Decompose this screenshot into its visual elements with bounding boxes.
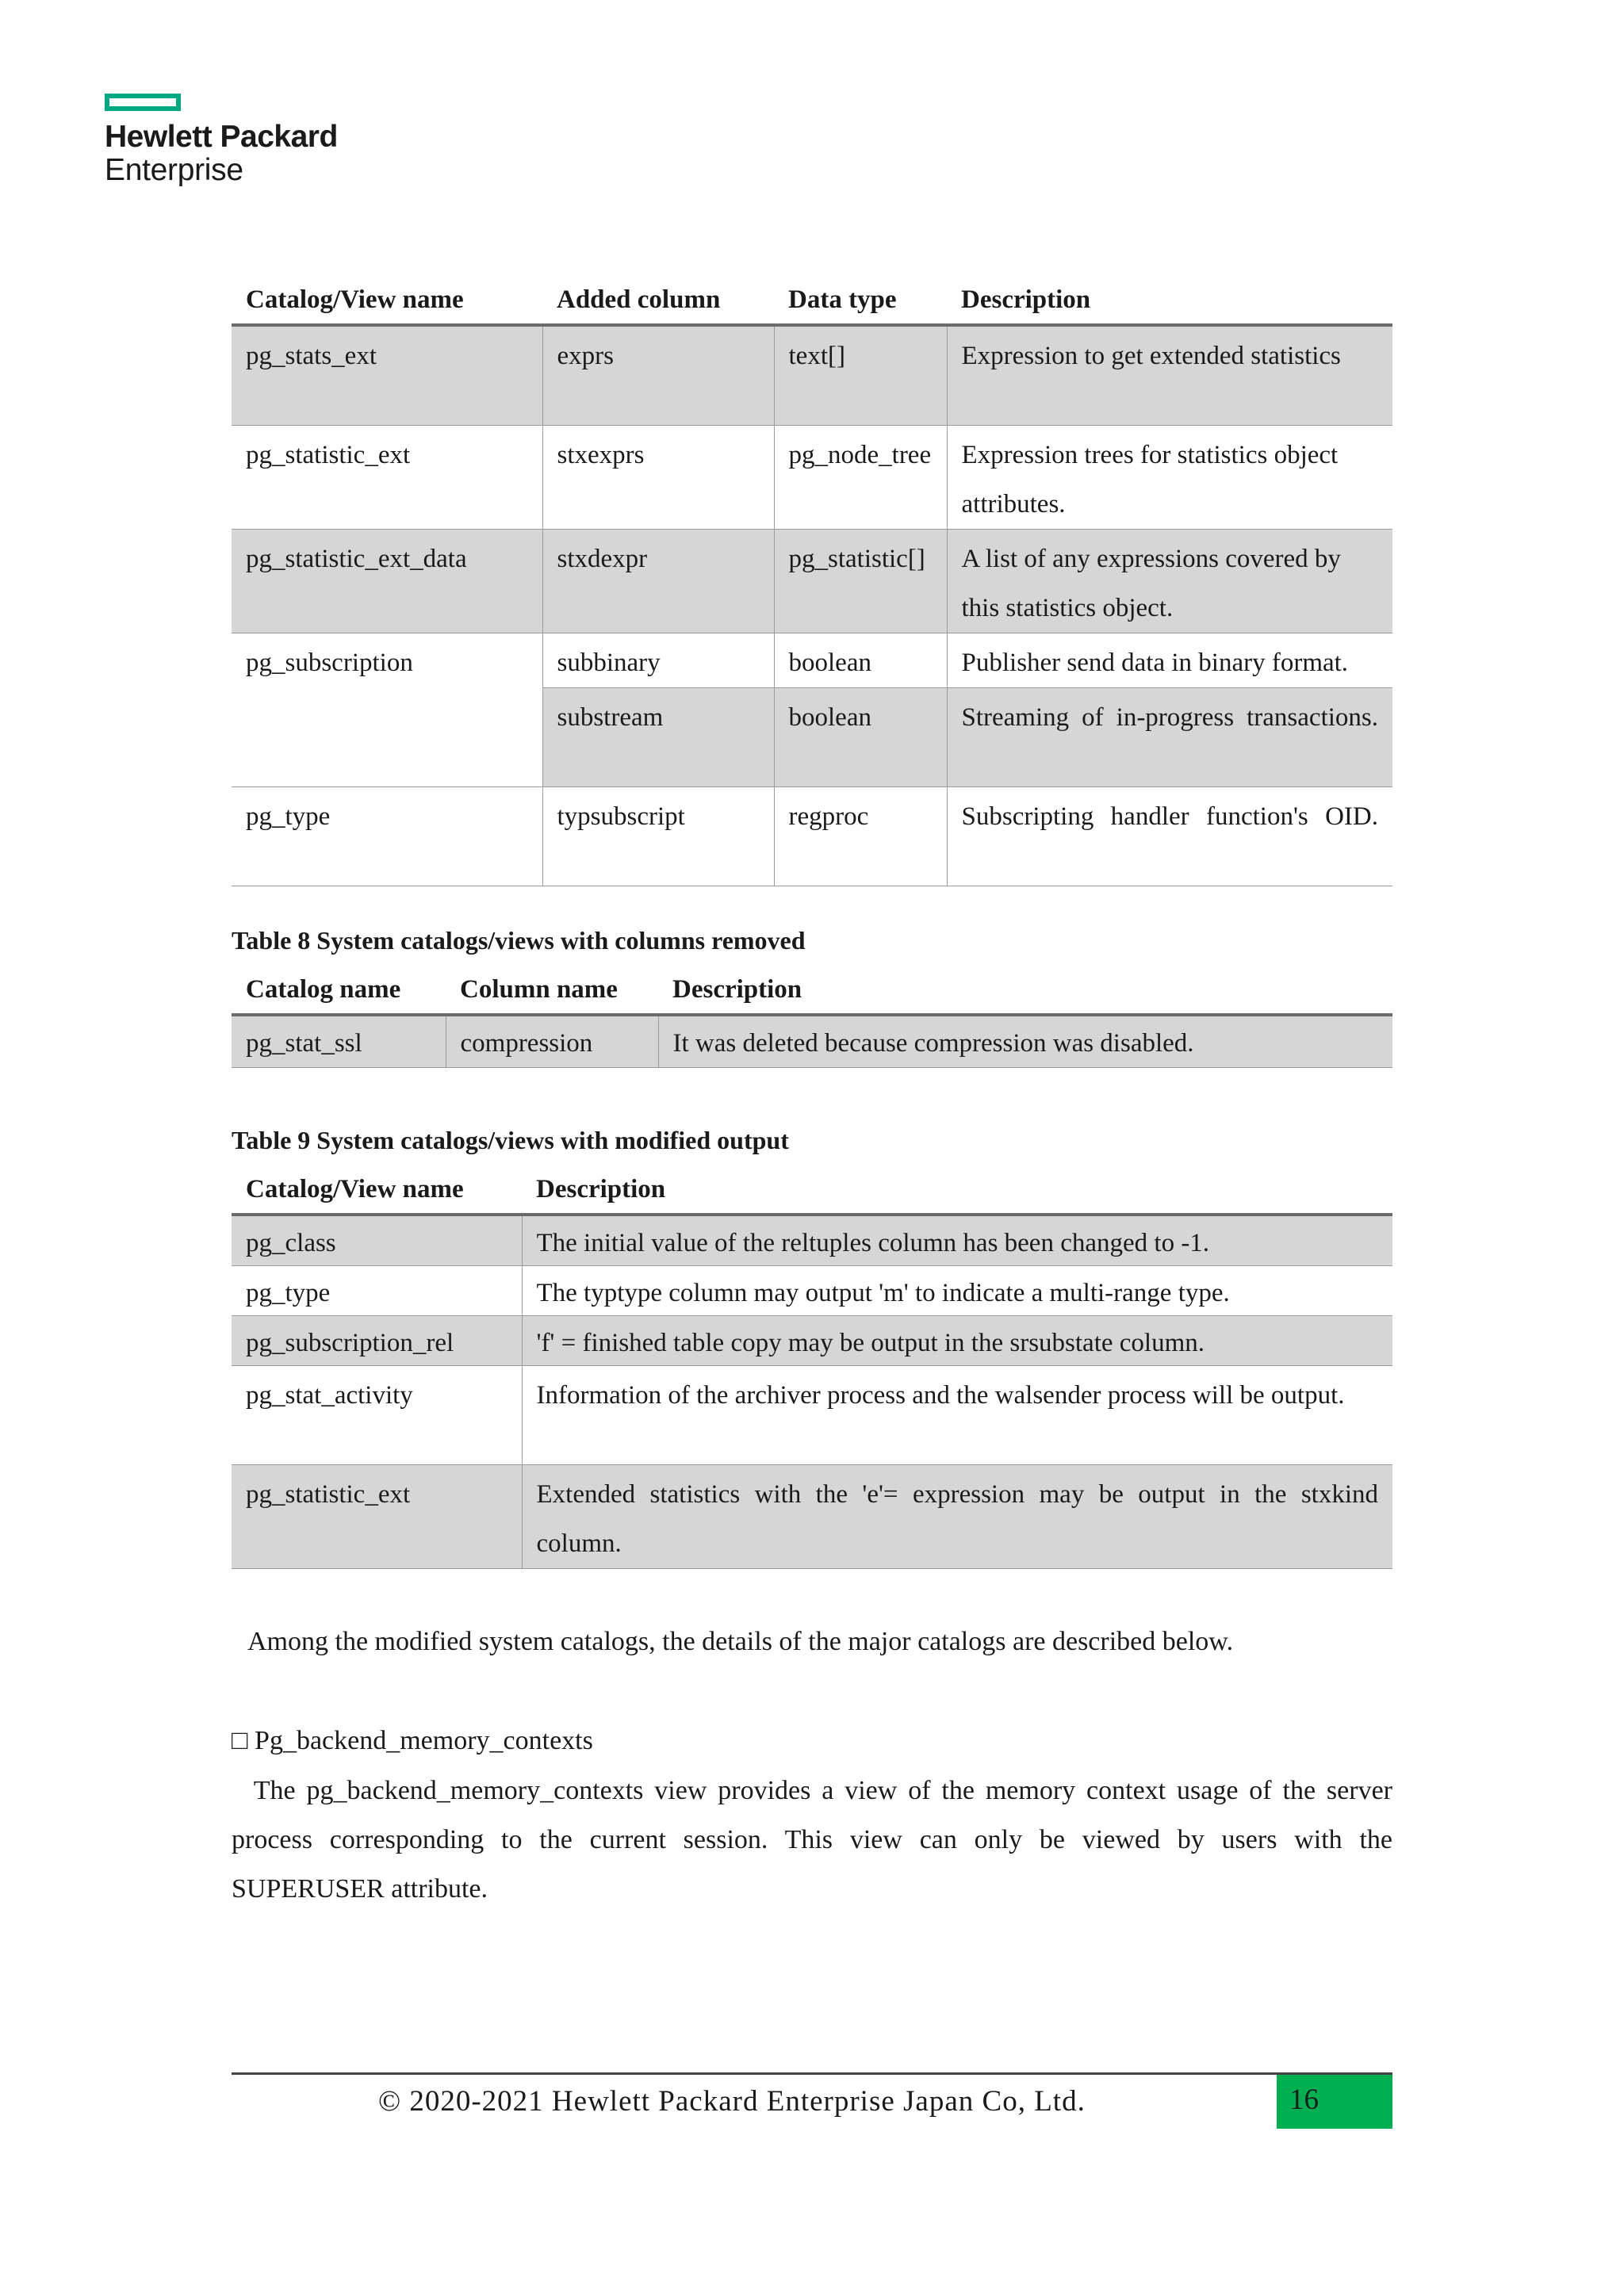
table-cell: pg_statistic[] bbox=[774, 530, 947, 633]
modified-output-table bbox=[232, 1165, 1392, 1569]
table-cell: exprs bbox=[542, 325, 774, 426]
section-paragraph bbox=[232, 1766, 1392, 1914]
column-header: Data type bbox=[774, 276, 947, 325]
column-header: Added column bbox=[542, 276, 774, 325]
added-columns-table-wrapper bbox=[232, 276, 1392, 886]
table-cell: pg_stats_ext bbox=[232, 325, 542, 426]
table-cell: pg_stat_ssl bbox=[232, 1015, 446, 1068]
table-cell: 'f' = finished table copy may be output in the srsubstate column. bbox=[522, 1316, 1392, 1366]
page-number: 16 bbox=[1289, 2084, 1319, 2116]
table-cell: Information of the archiver process and the walsender process will be output. bbox=[522, 1366, 1392, 1465]
table-cell: Publisher send data in binary format. bbox=[947, 633, 1392, 688]
intro-paragraph: Among the modified system catalogs, the details of the major catalogs are described below. bbox=[247, 1627, 1234, 1656]
table-cell: stxexprs bbox=[542, 426, 774, 530]
section-text: The pg_backend_memory_contexts view provides a view of the memory context usage of the server process corresponding to the current session. This view can only be viewed by users with the SUPERUSER attribute. bbox=[232, 1776, 1392, 1904]
table-cell: pg_statistic_ext bbox=[232, 426, 542, 530]
table-cell: substream bbox=[542, 688, 774, 787]
table-cell: pg_statistic_ext_data bbox=[232, 530, 542, 633]
page-footer bbox=[232, 2072, 1392, 2118]
table-row bbox=[232, 1015, 1392, 1068]
company-logo bbox=[105, 94, 338, 187]
table-cell: Expression to get extended statistics bbox=[947, 325, 1392, 426]
table-cell: regproc bbox=[774, 787, 947, 886]
table-cell: Streaming of in-progress transactions. bbox=[947, 688, 1392, 787]
table-cell: stxdexpr bbox=[542, 530, 774, 633]
table-cell: boolean bbox=[774, 688, 947, 787]
table-row bbox=[232, 1215, 1392, 1266]
table-cell: pg_subscription_rel bbox=[232, 1316, 522, 1366]
removed-columns-table-wrapper bbox=[232, 966, 1392, 1068]
table-cell: pg_node_tree bbox=[774, 426, 947, 530]
checkbox-bullet-icon: □ bbox=[232, 1726, 248, 1755]
table-cell: pg_statistic_ext bbox=[232, 1465, 522, 1569]
table-cell: pg_class bbox=[232, 1215, 522, 1266]
column-header: Catalog/View name bbox=[232, 1165, 522, 1215]
table-cell: pg_type bbox=[232, 787, 542, 886]
table-header-row bbox=[232, 276, 1392, 325]
table8-caption: Table 8 System catalogs/views with columns removed bbox=[232, 926, 806, 955]
table-cell: The initial value of the reltuples column has been changed to -1. bbox=[522, 1215, 1392, 1266]
table-cell: pg_subscription bbox=[232, 633, 542, 787]
table-cell: The typtype column may output 'm' to indicate a multi-range type. bbox=[522, 1266, 1392, 1316]
page-number-box bbox=[1277, 2075, 1392, 2129]
table-row bbox=[232, 787, 1392, 886]
logo-rectangle-icon bbox=[105, 94, 181, 111]
modified-output-table-wrapper bbox=[232, 1165, 1392, 1569]
table-cell: boolean bbox=[774, 633, 947, 688]
removed-columns-table bbox=[232, 966, 1392, 1068]
section-heading bbox=[232, 1716, 1392, 1766]
table9-caption: Table 9 System catalogs/views with modified output bbox=[232, 1126, 789, 1154]
table-row bbox=[232, 1366, 1392, 1465]
added-columns-table bbox=[232, 276, 1392, 886]
table-cell: subbinary bbox=[542, 633, 774, 688]
table-row bbox=[232, 325, 1392, 426]
logo-text-line1: Hewlett Packard bbox=[105, 120, 338, 154]
table-cell: compression bbox=[446, 1015, 658, 1068]
table-row bbox=[232, 633, 1392, 688]
table-cell: pg_stat_activity bbox=[232, 1366, 522, 1465]
table-row bbox=[232, 1316, 1392, 1366]
column-header: Catalog name bbox=[232, 966, 446, 1015]
logo-text-line2: Enterprise bbox=[105, 153, 243, 187]
section-title: Pg_backend_memory_contexts bbox=[255, 1726, 593, 1755]
table-row bbox=[232, 426, 1392, 530]
column-header: Description bbox=[947, 276, 1392, 325]
column-header: Description bbox=[658, 966, 1392, 1015]
table-cell: typsubscript bbox=[542, 787, 774, 886]
table-row bbox=[232, 530, 1392, 633]
table-cell: text[] bbox=[774, 325, 947, 426]
table-row bbox=[232, 1465, 1392, 1569]
column-header: Column name bbox=[446, 966, 658, 1015]
column-header: Description bbox=[522, 1165, 1392, 1215]
table-cell: It was deleted because compression was disabled. bbox=[658, 1015, 1392, 1068]
table-cell: pg_type bbox=[232, 1266, 522, 1316]
table-header-row bbox=[232, 966, 1392, 1015]
table-cell: Expression trees for statistics object attributes. bbox=[947, 426, 1392, 530]
column-header: Catalog/View name bbox=[232, 276, 542, 325]
table-header-row bbox=[232, 1165, 1392, 1215]
table-cell: A list of any expressions covered by this statistics object. bbox=[947, 530, 1392, 633]
table-cell: Subscripting handler function's OID. bbox=[947, 787, 1392, 886]
table-row bbox=[232, 1266, 1392, 1316]
table-cell: Extended statistics with the 'e'= expression may be output in the stxkind column. bbox=[522, 1465, 1392, 1569]
copyright-text: © 2020-2021 Hewlett Packard Enterprise Japan Co, Ltd. bbox=[378, 2085, 1086, 2118]
